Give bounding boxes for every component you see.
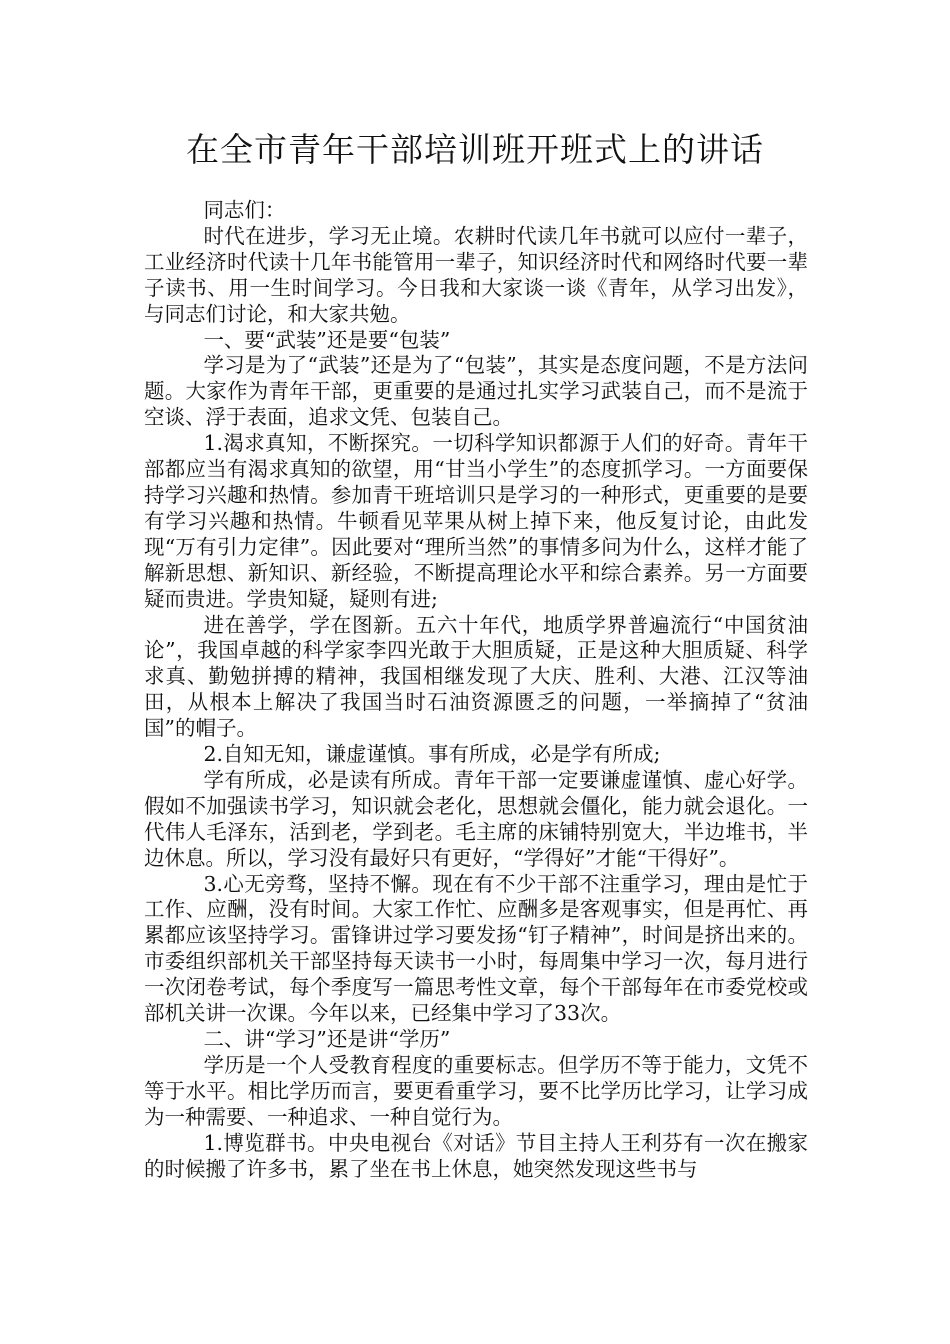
body-paragraph: 1.渴求真知，不断探究。一切科学知识都源于人们的好奇。青年干部都应当有渴求真知的欲望，用“甘当小学生”的态度抓学习。一方面要保持学习兴趣和热情。参加青干班培训只是学习的一种形式，更重要的是要有学习兴趣和热情。牛顿看见苹果从树上掉下来，他反复讨论，由此发现“万有引力定律”。因此要对“理所当然”的事情多问为什么，这样才能了解新思想、新知识、新经验，不断提高理论水平和综合素养。另一方面要疑而贵进。学贵知疑，疑则有进; (144, 431, 808, 611)
body-paragraph: 进在善学，学在图新。五六十年代，地质学界普遍流行“中国贫油论”，我国卓越的科学家李四光敢于大胆质疑，正是这种大胆质疑、科学求真、勤勉拼搏的精神，我国相继发现了大庆、胜利、大港、江汉等油田，从根本上解决了我国当时石油资源匮乏的问题，一举摘掉了“贫油国”的帽子。 (144, 612, 808, 741)
document-body (144, 198, 808, 1182)
body-paragraph: 学有所成，必是读有所成。青年干部一定要谦虚谨慎、虚心好学。假如不加强读书学习，知识就会老化，思想就会僵化，能力就会退化。一代伟人毛泽东，活到老，学到老。毛主席的床铺特别宽大，半边堆书，半边休息。所以，学习没有最好只有更好，“学得好”才能“干得好”。 (144, 767, 808, 870)
body-paragraph: 时代在进步，学习无止境。农耕时代读几年书就可以应付一辈子，工业经济时代读十几年书能管用一辈子，知识经济时代和网络时代要一辈子读书、用一生时间学习。今日我和大家谈一谈《青年，从学习出发》，与同志们讨论，和大家共勉。 (144, 223, 808, 326)
document-title: 在全市青年干部培训班开班式上的讲话 (186, 130, 764, 169)
body-paragraph: 学习是为了“武装”还是为了“包装”，其实是态度问题，不是方法问题。大家作为青年干部，更重要的是通过扎实学习武装自己，而不是流于空谈、浮于表面，追求文凭、包装自己。 (144, 353, 808, 430)
section-heading: 二、讲“学习”还是讲“学历” (203, 1027, 451, 1051)
section-heading: 一、要“武装”还是要“包装” (203, 327, 451, 352)
salutation: 同志们： (203, 198, 286, 222)
body-paragraph: 1.博览群书。中央电视台《对话》节目主持人王利芬有一次在搬家的时候搬了许多书，累了坐在书上休息，她突然发现这些书与 (144, 1130, 808, 1181)
body-paragraph: 3.心无旁骛，坚持不懈。现在有不少干部不注重学习，理由是忙于工作、应酬，没有时间。大家工作忙、应酬多是客观事实，但是再忙、再累都应该坚持学习。雷锋讲过学习要发扬“钉子精神”，时间是挤出来的。市委组织部机关干部坚持每天读书一小时，每周集中学习一次，每月进行一次闭卷考试，每个季度写一篇思考性文章，每个干部每年在市委党校或部机关讲一次课。今年以来，已经集中学习了33次。 (144, 871, 808, 1026)
body-paragraph: 2.自知无知，谦虚谨慎。事有所成，必是学有所成; (203, 742, 661, 767)
body-paragraph: 学历是一个人受教育程度的重要标志。但学历不等于能力，文凭不等于水平。相比学历而言，要更看重学习，要不比学历比学习，让学习成为一种需要、一种追求、一种自觉行为。 (144, 1052, 808, 1129)
